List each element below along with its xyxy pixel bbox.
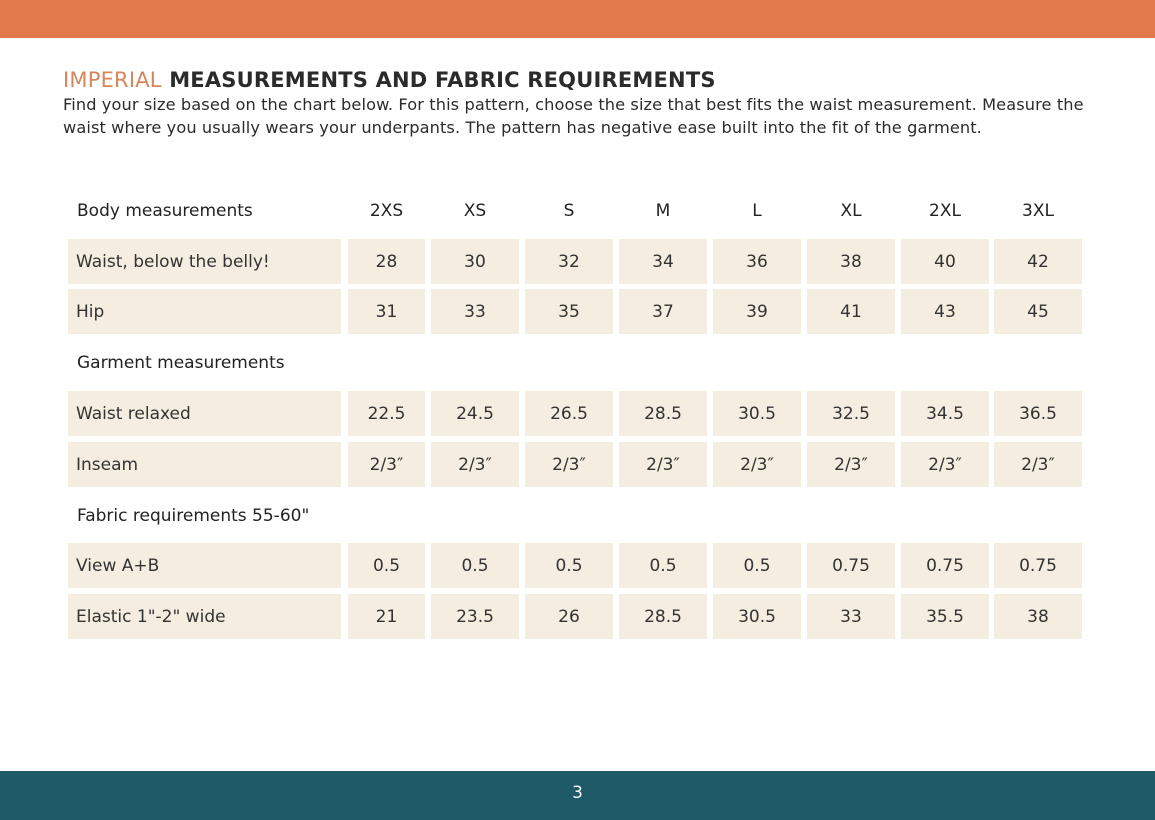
- table-cell: 2/3″: [525, 442, 613, 487]
- table-cell: 42: [994, 239, 1082, 284]
- size-column-header: 2XS: [369, 200, 404, 221]
- table-cell: 0.5: [525, 543, 613, 588]
- table-cell: 33: [431, 289, 519, 334]
- size-column-header: L: [752, 200, 762, 221]
- size-column-header: S: [563, 200, 575, 221]
- heading-accent: IMPERIAL: [63, 68, 162, 92]
- row-label: Inseam: [68, 442, 341, 487]
- table-cell: 43: [901, 289, 989, 334]
- table-cell: 22.5: [348, 391, 425, 436]
- page-number: 3: [572, 783, 583, 803]
- size-column-header: 2XL: [929, 200, 961, 221]
- page-heading: [63, 68, 716, 92]
- table-cell: 2/3″: [994, 442, 1082, 487]
- table-cell: 38: [807, 239, 895, 284]
- table-cell: 0.75: [901, 543, 989, 588]
- table-cell: 30.5: [713, 391, 801, 436]
- section-title: Body measurements: [77, 200, 253, 221]
- table-cell: 24.5: [431, 391, 519, 436]
- table-cell: 41: [807, 289, 895, 334]
- table-cell: 0.5: [348, 543, 425, 588]
- table-cell: 26.5: [525, 391, 613, 436]
- table-cell: 28.5: [619, 391, 707, 436]
- table-cell: 0.75: [807, 543, 895, 588]
- table-cell: 0.5: [431, 543, 519, 588]
- table-cell: 36.5: [994, 391, 1082, 436]
- table-cell: 30.5: [713, 594, 801, 639]
- table-cell: 32.5: [807, 391, 895, 436]
- table-cell: 0.5: [619, 543, 707, 588]
- table-cell: 2/3″: [713, 442, 801, 487]
- table-cell: 28: [348, 239, 425, 284]
- table-cell: 2/3″: [807, 442, 895, 487]
- row-label: View A+B: [68, 543, 341, 588]
- heading-rest: MEASUREMENTS AND FABRIC REQUIREMENTS: [161, 68, 716, 92]
- table-cell: 37: [619, 289, 707, 334]
- table-cell: 2/3″: [348, 442, 425, 487]
- table-cell: 30: [431, 239, 519, 284]
- table-cell: 45: [994, 289, 1082, 334]
- table-cell: 39: [713, 289, 801, 334]
- table-cell: 35.5: [901, 594, 989, 639]
- row-label: Hip: [68, 289, 341, 334]
- row-label: Waist relaxed: [68, 391, 341, 436]
- table-cell: 38: [994, 594, 1082, 639]
- table-cell: 21: [348, 594, 425, 639]
- table-cell: 32: [525, 239, 613, 284]
- table-cell: 26: [525, 594, 613, 639]
- table-cell: 35: [525, 289, 613, 334]
- table-cell: 33: [807, 594, 895, 639]
- table-cell: 2/3″: [431, 442, 519, 487]
- table-cell: 23.5: [431, 594, 519, 639]
- size-column-header: 3XL: [1022, 200, 1054, 221]
- size-column-header: M: [655, 200, 671, 221]
- footer-bar: [0, 771, 1155, 820]
- table-cell: 0.75: [994, 543, 1082, 588]
- table-cell: 0.5: [713, 543, 801, 588]
- table-cell: 31: [348, 289, 425, 334]
- table-cell: 2/3″: [619, 442, 707, 487]
- table-cell: 40: [901, 239, 989, 284]
- table-cell: 34.5: [901, 391, 989, 436]
- section-title: Fabric requirements 55-60": [77, 505, 310, 526]
- row-label: Waist, below the belly!: [68, 239, 341, 284]
- table-cell: 36: [713, 239, 801, 284]
- table-cell: 28.5: [619, 594, 707, 639]
- section-title: Garment measurements: [77, 352, 285, 373]
- table-cell: 2/3″: [901, 442, 989, 487]
- row-label: Elastic 1"-2" wide: [68, 594, 341, 639]
- top-accent-bar: [0, 0, 1155, 38]
- size-column-header: XS: [463, 200, 487, 221]
- intro-paragraph: Find your size based on the chart below. For this pattern, choose the size that best fits the waist measurement. Measure the waist where you usually wears your underpants. The pattern has negative ease built into the fit of the garment.: [63, 95, 1084, 137]
- size-column-header: XL: [840, 200, 862, 221]
- table-cell: 34: [619, 239, 707, 284]
